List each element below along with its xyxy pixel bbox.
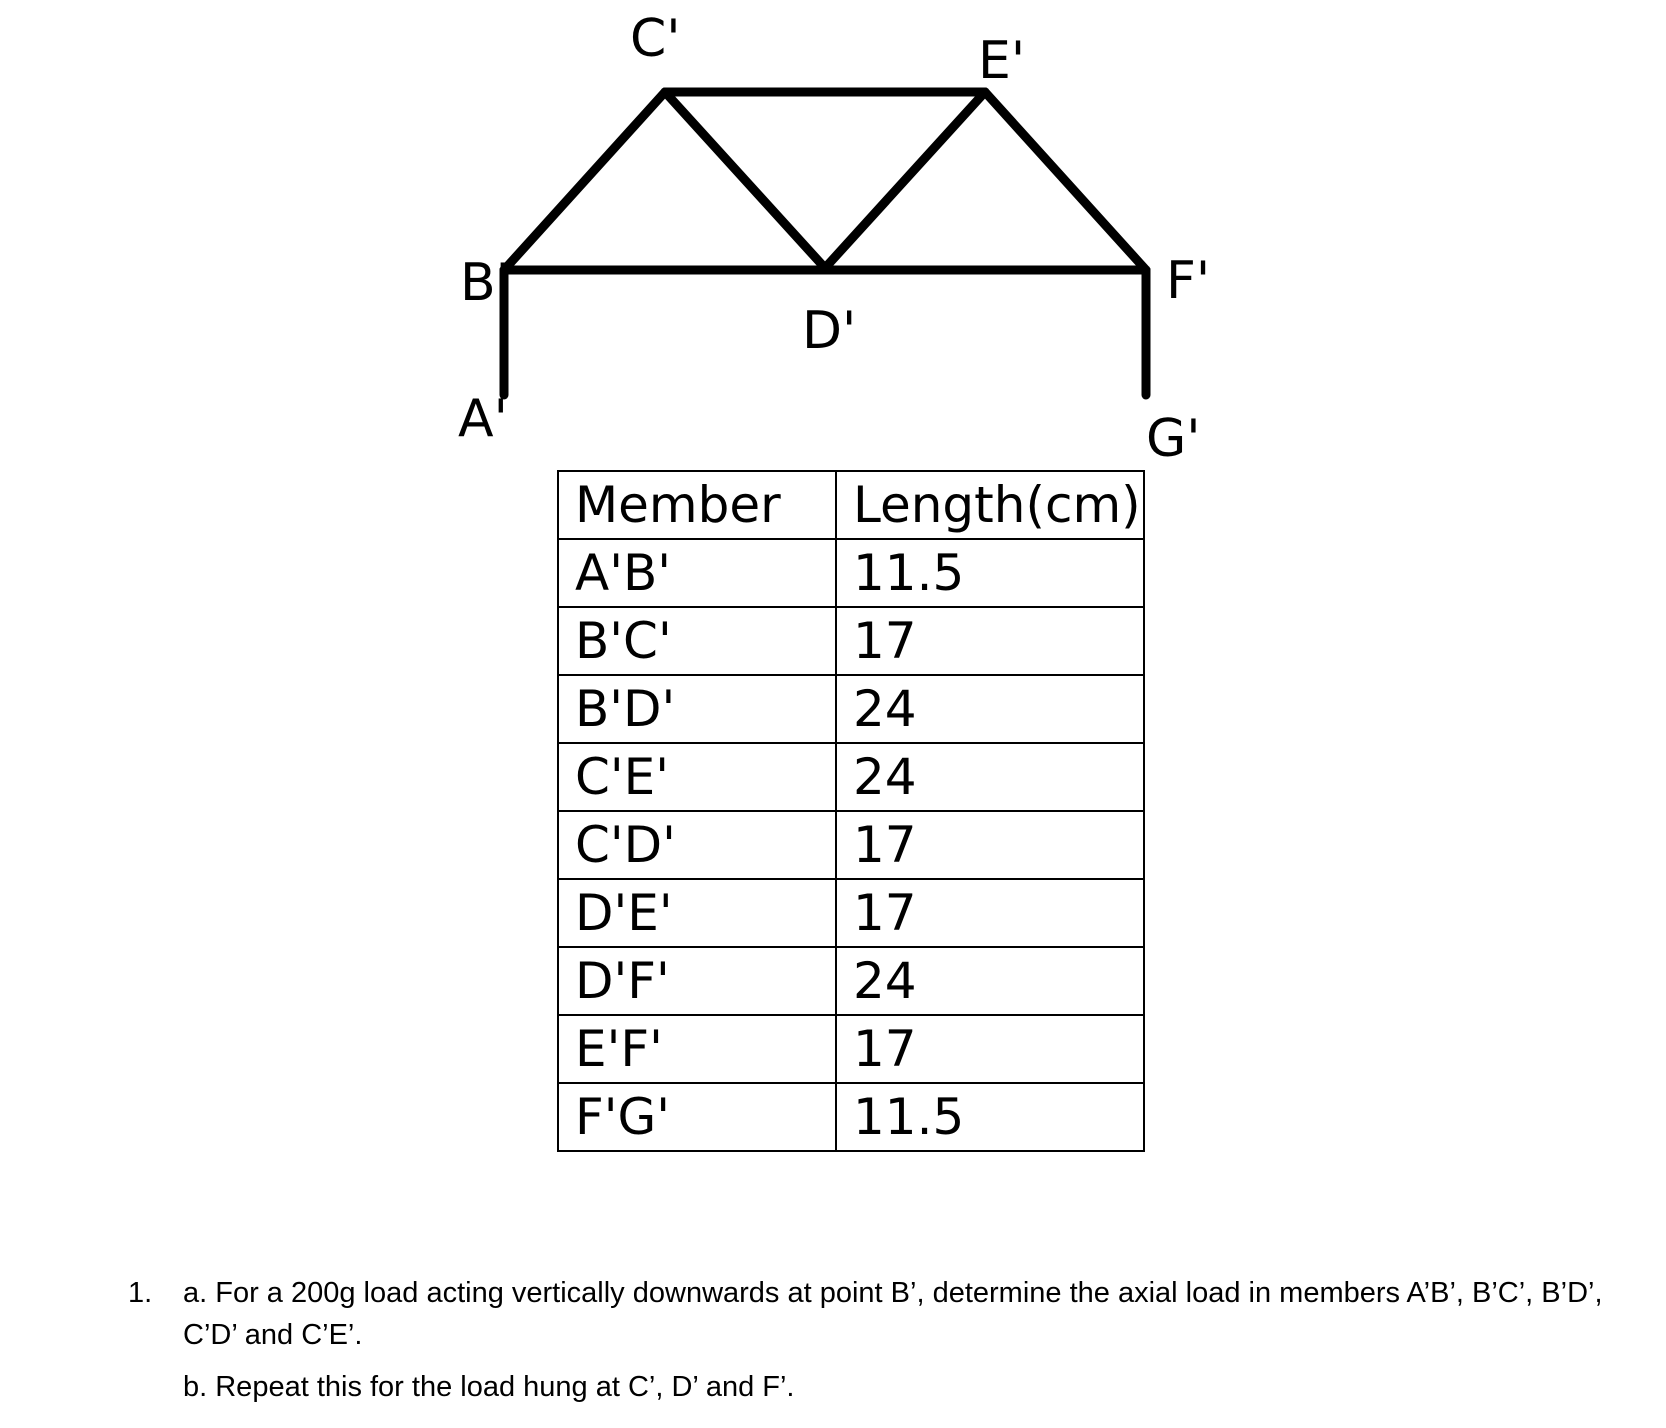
table-row: [558, 539, 1144, 607]
length-cell: 24: [836, 743, 1144, 811]
length-cell: 11.5: [836, 1083, 1144, 1151]
table-row: [558, 675, 1144, 743]
length-cell: 17: [836, 607, 1144, 675]
member-cell: D'F': [558, 947, 836, 1015]
length-cell: 17: [836, 811, 1144, 879]
length-cell: 17: [836, 879, 1144, 947]
header-member: Member: [558, 471, 836, 539]
member-cell: C'D': [558, 811, 836, 879]
member-cell: F'G': [558, 1083, 836, 1151]
node-label-c: C': [630, 9, 681, 69]
node-label-d: D': [802, 301, 857, 361]
table-row: [558, 811, 1144, 879]
node-label-e: E': [978, 31, 1026, 91]
member-cell: D'E': [558, 879, 836, 947]
question-part-a: a. For a 200g load acting vertically downwards at point B’, determine the axial load in members A’B’, B’C’, B’D’, C’D’ and C’E’.: [183, 1277, 1603, 1351]
length-cell: 11.5: [836, 539, 1144, 607]
question-number: 1.: [128, 1277, 153, 1309]
member-cell: B'C': [558, 607, 836, 675]
node-label-b: B': [460, 253, 510, 313]
member-c-d: [665, 92, 825, 268]
table-row: [558, 743, 1144, 811]
length-cell: 17: [836, 1015, 1144, 1083]
table-row: [558, 1015, 1144, 1083]
question-body: [183, 1272, 1618, 1408]
truss-diagram: [0, 0, 1666, 470]
length-cell: 24: [836, 675, 1144, 743]
member-length-table: [557, 470, 1145, 1152]
table-row: [558, 607, 1144, 675]
node-label-a: A': [458, 389, 508, 449]
member-cell: E'F': [558, 1015, 836, 1083]
member-d-e: [825, 92, 985, 268]
question-part-b: b. Repeat this for the load hung at C’, D’ and F’.: [183, 1371, 795, 1403]
length-cell: 24: [836, 947, 1144, 1015]
question-block: [128, 1272, 1618, 1408]
node-label-f: F': [1166, 251, 1211, 311]
member-b-c: [504, 92, 665, 270]
table-header-row: [558, 471, 1144, 539]
table-row: [558, 947, 1144, 1015]
table-row: [558, 879, 1144, 947]
member-cell: B'D': [558, 675, 836, 743]
header-length: Length(cm): [836, 471, 1144, 539]
member-e-f: [985, 92, 1146, 270]
member-cell: C'E': [558, 743, 836, 811]
table-row: [558, 1083, 1144, 1151]
node-label-g: G': [1146, 409, 1201, 469]
member-cell: A'B': [558, 539, 836, 607]
